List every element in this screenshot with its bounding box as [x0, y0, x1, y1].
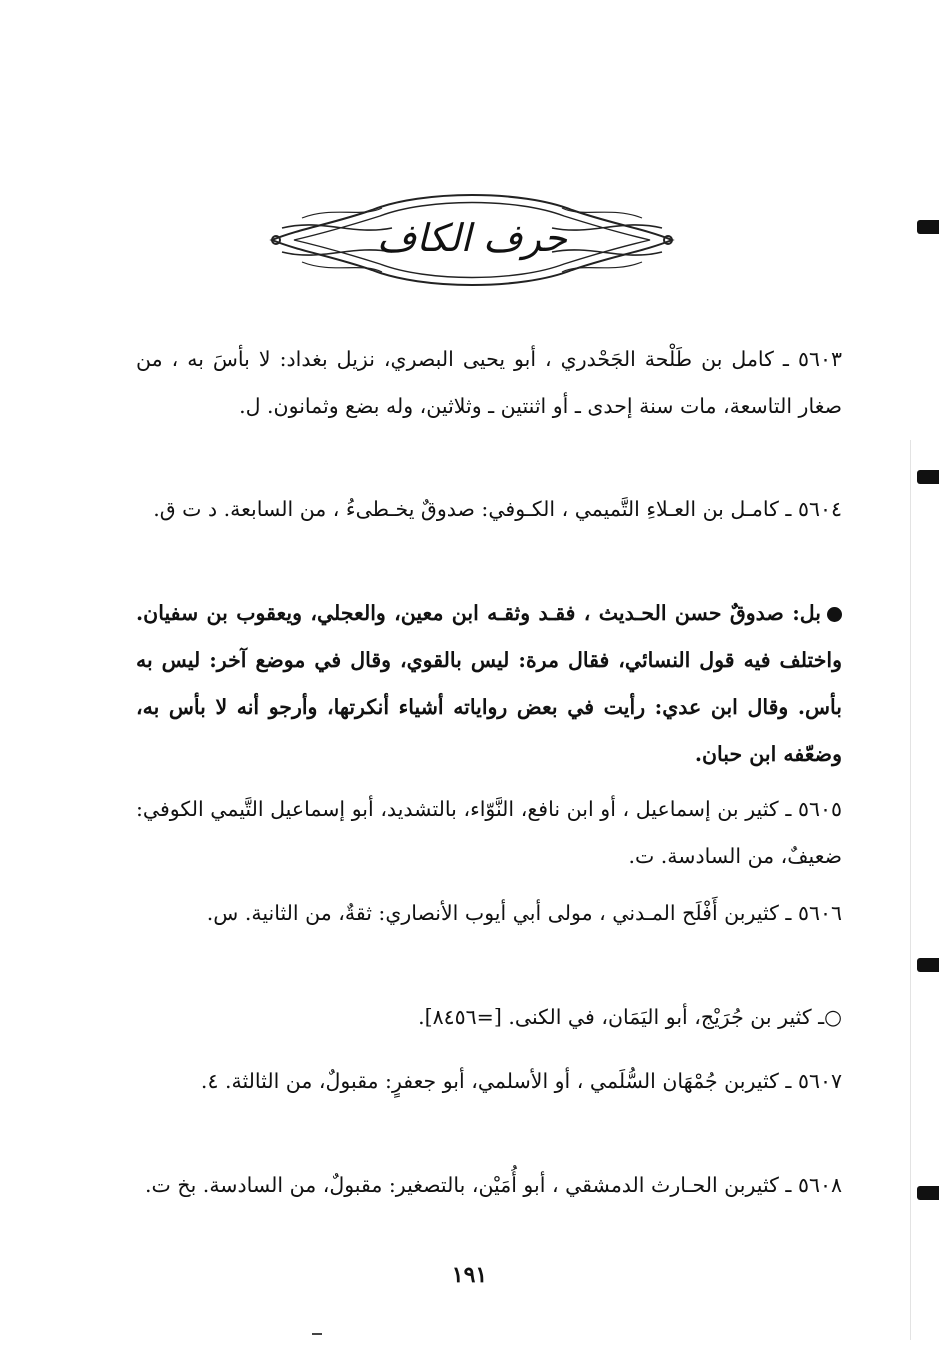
commentary-text: بل: صدوقٌ حسن الحـديث ، فقـد وثقـه ابن معين، والعجلي، ويعقوب بن سفيان. واختلف فيه قول النسائي، فقال مرة: ليس بالقوي، وقال في موضع آخر: ليس به بأس. وقال ابن عدي: رأيت في بعض رواياته أشياء أنكرتها، وأرجو أنه لا بأس به، وضعّفه ابن حبان.: [136, 601, 842, 766]
page-number: ١٩١: [451, 1262, 488, 1288]
entry-5607: ٥٦٠٧ ـ كثيربن جُمْهَان السُّلَمي ، أو الأسلمي، أبو جعفرٍ: مقبولٌ، من الثالثة. ٤.: [200, 1069, 842, 1093]
cross-reference: [136, 994, 842, 1041]
margin-tab-marker: [917, 958, 939, 972]
bullet-icon: [827, 607, 842, 622]
chapter-heading-ornament: [262, 188, 682, 300]
margin-tab-marker: [917, 470, 939, 484]
entry-5605: ٥٦٠٥ ـ كثير بن إسماعيل ، أو ابن نافع، النَّوّاء، بالتشديد، أبو إسماعيل التَّيمي الكوفي: ضعيفٌ، من السادسة. ت.: [136, 797, 842, 868]
margin-tab-marker: [917, 1186, 939, 1200]
cross-reference-text: ـ كثير بن جُرَيْج، أبو اليَمَان، في الكنى. [=٨٤٥٦].: [418, 1005, 825, 1029]
entry-5603: ٥٦٠٣ ـ كامل بن طَلْحة الجَحْدري ، أبو يحيى البصري، نزيل بغداد: لا بأسَ به ، من صغار التاسعة، مات سنة إحدى ـ أو اثنتين ـ وثلاثين، وله بضع وثمانون. ل.: [136, 347, 842, 418]
entry-5606: ٥٦٠٦ ـ كثيربن أَفْلَح المـدني ، مولى أبي أيوب الأنصاري: ثقةٌ، من الثانية. س.: [206, 901, 842, 925]
chapter-heading: حرف الكاف: [376, 216, 568, 260]
page-edge-line: [910, 440, 911, 1340]
margin-tab-marker: [917, 220, 939, 234]
entry-5604: ٥٦٠٤ ـ كامـل بن العـلاءِ التَّميمي ، الكـوفي: صدوقٌ يخـطىءُ ، من السابعة. د ت ق.: [153, 497, 842, 521]
entry-5608: ٥٦٠٨ ـ كثيربن الحـارث الدمشقي ، أبو أُمَيْن، بالتصغير: مقبولٌ، من السادسة. بخ ت.: [145, 1173, 842, 1197]
commentary-note: [136, 590, 842, 778]
print-speck: [312, 1333, 322, 1335]
circle-marker-icon: ○: [824, 1005, 842, 1029]
